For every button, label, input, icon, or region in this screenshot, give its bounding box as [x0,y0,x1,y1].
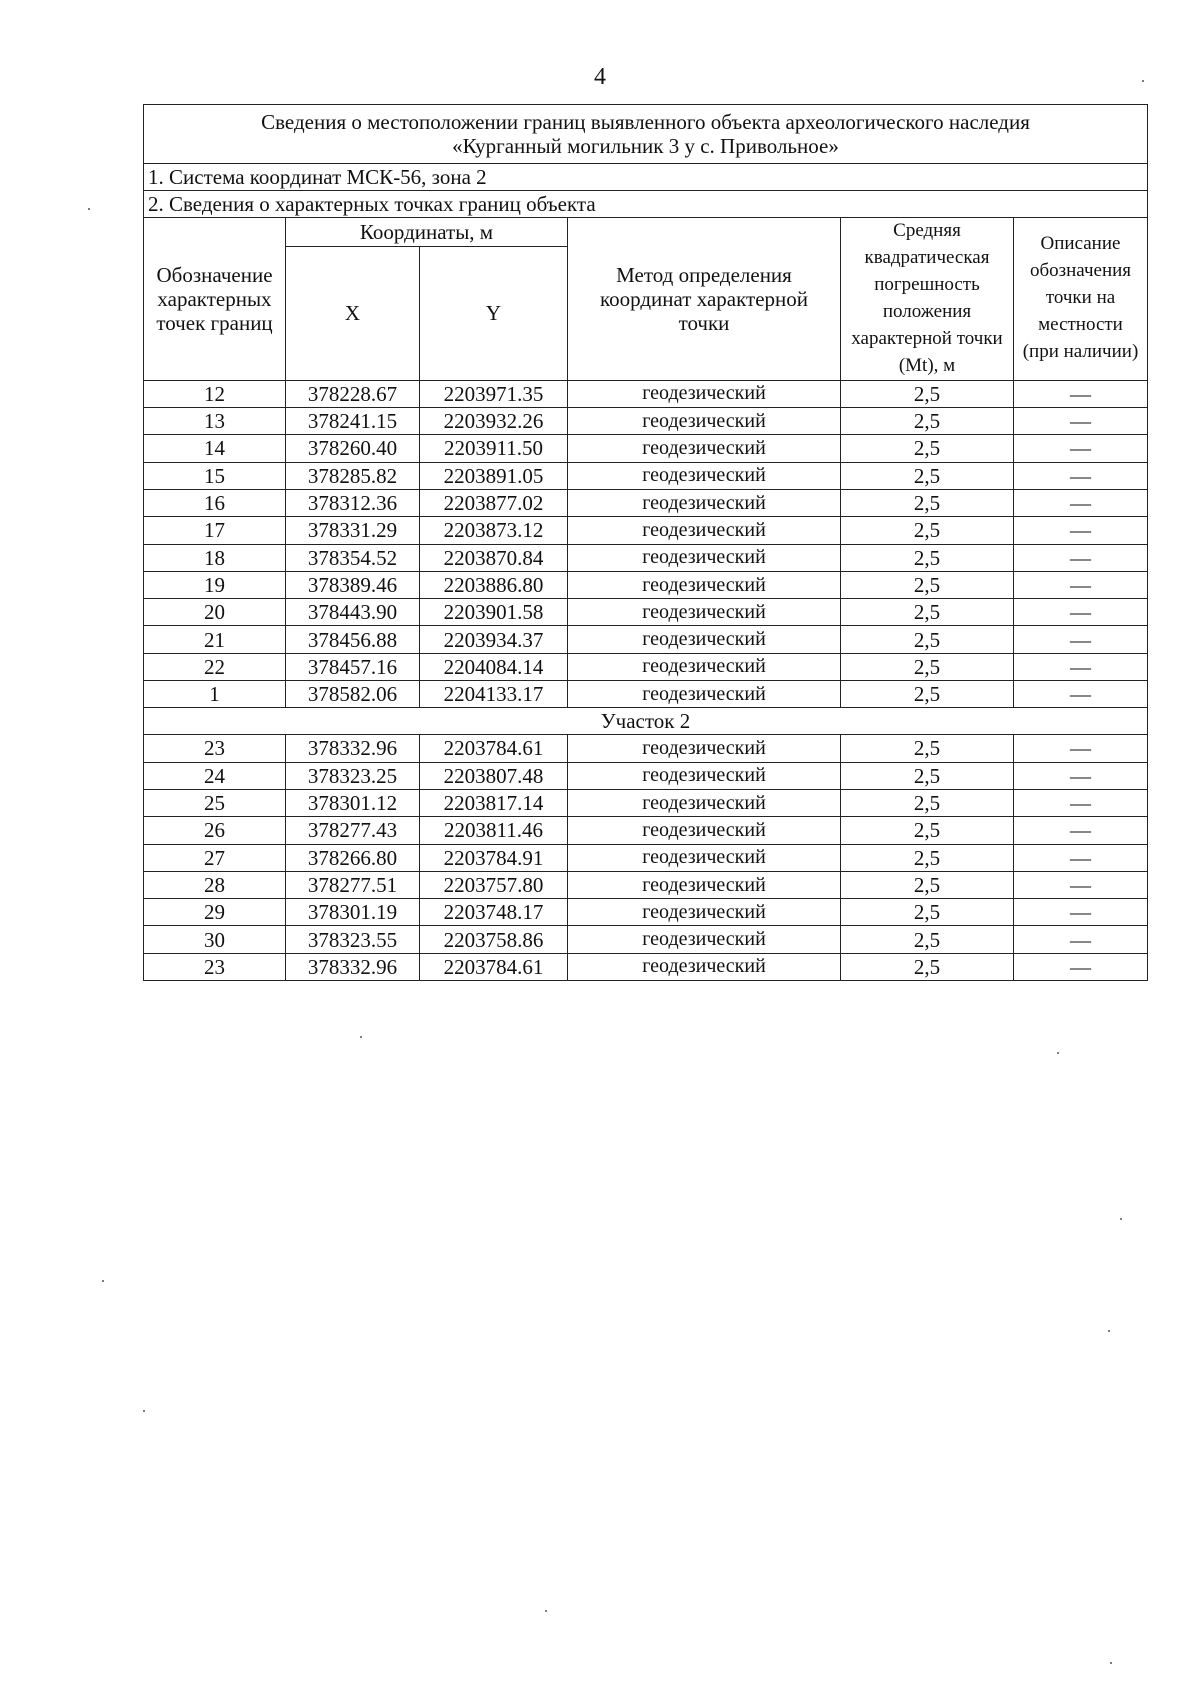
cell-point: 23 [144,735,286,762]
cell-method: геодезический [568,571,841,598]
cell-error: 2,5 [841,544,1014,571]
cell-method: геодезический [568,462,841,489]
cell-method: геодезический [568,789,841,816]
header-coordinates: Координаты, м [286,218,568,247]
cell-point: 13 [144,408,286,435]
cell-error: 2,5 [841,462,1014,489]
cell-error: 2,5 [841,517,1014,544]
cell-x: 378582.06 [286,681,420,708]
cell-method: геодезический [568,544,841,571]
cell-y: 2203971.35 [420,380,568,407]
table-row [144,544,1148,571]
cell-point: 24 [144,762,286,789]
scan-speck [360,1036,362,1038]
table-row [144,735,1148,762]
header-mean-square-error: Средняя квадратическая погрешность положения характерной точки (Mt), м [841,218,1014,381]
cell-error: 2,5 [841,599,1014,626]
cell-method: геодезический [568,490,841,517]
cell-method: геодезический [568,926,841,953]
cell-point: 29 [144,899,286,926]
cell-description: — [1014,653,1148,680]
cell-description: — [1014,871,1148,898]
cell-y: 2203870.84 [420,544,568,571]
table-row [144,599,1148,626]
cell-error: 2,5 [841,844,1014,871]
cell-description: — [1014,462,1148,489]
cell-y: 2203873.12 [420,517,568,544]
table-row [144,871,1148,898]
scan-speck [143,1410,145,1412]
cell-description: — [1014,899,1148,926]
cell-y: 2203886.80 [420,571,568,598]
cell-description: — [1014,571,1148,598]
scan-speck [1142,80,1144,82]
cell-y: 2203817.14 [420,789,568,816]
cell-error: 2,5 [841,789,1014,816]
header-y: Y [420,247,568,381]
cell-point: 12 [144,380,286,407]
cell-description: — [1014,599,1148,626]
cell-point: 22 [144,653,286,680]
table-row [144,953,1148,980]
cell-x: 378312.36 [286,490,420,517]
cell-x: 378260.40 [286,435,420,462]
cell-error: 2,5 [841,626,1014,653]
cell-y: 2203811.46 [420,817,568,844]
cell-description: — [1014,681,1148,708]
cell-point: 18 [144,544,286,571]
table-row [144,899,1148,926]
header-x: X [286,247,420,381]
cell-point: 20 [144,599,286,626]
cell-method: геодезический [568,762,841,789]
cell-y: 2203784.61 [420,953,568,980]
scan-speck [88,208,90,210]
cell-point: 14 [144,435,286,462]
page-number: 4 [594,64,606,90]
cell-y: 2203911.50 [420,435,568,462]
cell-y: 2204133.17 [420,681,568,708]
cell-error: 2,5 [841,735,1014,762]
cell-error: 2,5 [841,435,1014,462]
boundary-points-table [143,104,1148,981]
table-title [144,105,1148,164]
cell-description: — [1014,408,1148,435]
table-row [144,517,1148,544]
cell-x: 378241.15 [286,408,420,435]
cell-x: 378456.88 [286,626,420,653]
cell-method: геодезический [568,626,841,653]
cell-method: геодезический [568,817,841,844]
cell-point: 23 [144,953,286,980]
cell-x: 378332.96 [286,735,420,762]
table-row [144,926,1148,953]
cell-x: 378301.19 [286,899,420,926]
cell-point: 17 [144,517,286,544]
cell-error: 2,5 [841,871,1014,898]
cell-error: 2,5 [841,762,1014,789]
table-row [144,380,1148,407]
table-row [144,789,1148,816]
cell-y: 2203784.61 [420,735,568,762]
cell-description: — [1014,789,1148,816]
cell-x: 378228.67 [286,380,420,407]
cell-point: 1 [144,681,286,708]
table-row [144,490,1148,517]
cell-error: 2,5 [841,408,1014,435]
cell-point: 21 [144,626,286,653]
cell-point: 27 [144,844,286,871]
cell-description: — [1014,626,1148,653]
cell-method: геодезический [568,735,841,762]
cell-method: геодезический [568,435,841,462]
cell-description: — [1014,926,1148,953]
table-row [144,817,1148,844]
cell-method: геодезический [568,844,841,871]
cell-y: 2203932.26 [420,408,568,435]
table-row [144,762,1148,789]
cell-description: — [1014,380,1148,407]
cell-method: геодезический [568,681,841,708]
cell-y: 2203758.86 [420,926,568,953]
cell-x: 378323.55 [286,926,420,953]
cell-y: 2203807.48 [420,762,568,789]
table-row [144,571,1148,598]
cell-x: 378285.82 [286,462,420,489]
cell-error: 2,5 [841,653,1014,680]
cell-error: 2,5 [841,380,1014,407]
cell-point: 26 [144,817,286,844]
cell-x: 378389.46 [286,571,420,598]
cell-point: 15 [144,462,286,489]
scan-speck [545,1610,547,1612]
cell-x: 378457.16 [286,653,420,680]
scan-speck [1110,1662,1112,1664]
cell-x: 378323.25 [286,762,420,789]
cell-x: 378277.51 [286,871,420,898]
cell-x: 378443.90 [286,599,420,626]
cell-point: 25 [144,789,286,816]
cell-description: — [1014,490,1148,517]
table-row [144,653,1148,680]
table-row [144,435,1148,462]
cell-x: 378354.52 [286,544,420,571]
cell-y: 2203784.91 [420,844,568,871]
cell-error: 2,5 [841,681,1014,708]
cell-x: 378277.43 [286,817,420,844]
cell-error: 2,5 [841,817,1014,844]
points-info-row: 2. Сведения о характерных точках границ объекта [144,191,1148,218]
cell-description: — [1014,817,1148,844]
cell-method: геодезический [568,899,841,926]
cell-error: 2,5 [841,953,1014,980]
cell-error: 2,5 [841,571,1014,598]
scan-speck [1108,1330,1110,1332]
header-point-designation: Обозначение характерных точек границ [144,218,286,381]
cell-method: геодезический [568,871,841,898]
cell-point: 16 [144,490,286,517]
cell-method: геодезический [568,408,841,435]
section-heading: Участок 2 [144,708,1148,735]
cell-method: геодезический [568,517,841,544]
cell-description: — [1014,735,1148,762]
cell-method: геодезический [568,953,841,980]
scan-speck [1120,1218,1122,1220]
cell-method: геодезический [568,653,841,680]
coordinate-system-row: 1. Система координат МСК-56, зона 2 [144,164,1148,191]
cell-error: 2,5 [841,490,1014,517]
scan-speck [102,1280,104,1282]
table-row [144,844,1148,871]
cell-y: 2203877.02 [420,490,568,517]
cell-y: 2203891.05 [420,462,568,489]
cell-y: 2203934.37 [420,626,568,653]
table-title-line-1: Сведения о местоположении границ выявленного объекта археологического наследия [261,109,1030,134]
cell-description: — [1014,544,1148,571]
scan-speck [1057,1052,1059,1054]
cell-method: геодезический [568,599,841,626]
cell-error: 2,5 [841,899,1014,926]
table-title-line-2: «Курганный могильник 3 у с. Привольное» [452,134,839,158]
cell-method: геодезический [568,380,841,407]
cell-x: 378332.96 [286,953,420,980]
cell-description: — [1014,844,1148,871]
cell-description: — [1014,435,1148,462]
cell-y: 2203757.80 [420,871,568,898]
cell-y: 2203901.58 [420,599,568,626]
cell-description: — [1014,953,1148,980]
header-method: Метод определения координат характерной точки [568,218,841,381]
cell-y: 2203748.17 [420,899,568,926]
cell-error: 2,5 [841,926,1014,953]
table-row [144,681,1148,708]
table-row [144,462,1148,489]
cell-description: — [1014,517,1148,544]
header-point-description: Описание обозначения точки на местности (при наличии) [1014,218,1148,381]
table-row [144,626,1148,653]
cell-point: 19 [144,571,286,598]
cell-point: 28 [144,871,286,898]
cell-description: — [1014,762,1148,789]
cell-y: 2204084.14 [420,653,568,680]
cell-x: 378331.29 [286,517,420,544]
cell-x: 378301.12 [286,789,420,816]
cell-x: 378266.80 [286,844,420,871]
cell-point: 30 [144,926,286,953]
table-row [144,408,1148,435]
